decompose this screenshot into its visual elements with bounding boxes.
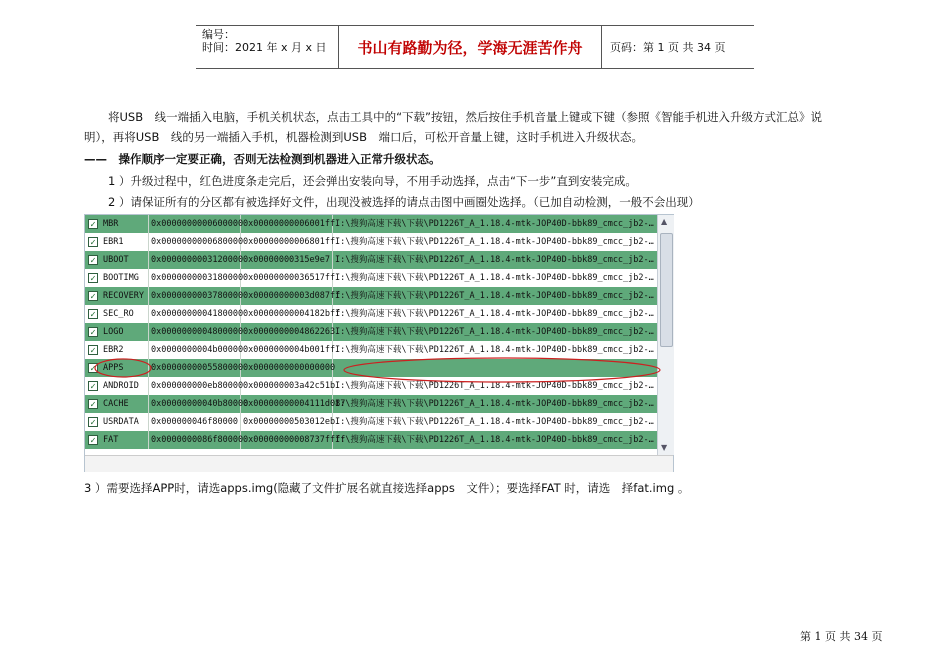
row-checkbox[interactable]: ✓: [88, 363, 98, 373]
scroll-up-icon[interactable]: ▲: [661, 217, 668, 226]
scroll-down-icon[interactable]: ▼: [661, 443, 668, 452]
file-path[interactable]: I:\搜狗高速下载\下载\PD1226T_A_1.18.4-mtk-JOP40D-bbk89_cmcc_jb2-…: [335, 381, 654, 391]
begin-address: 0x0000000004800000: [149, 323, 241, 341]
file-path[interactable]: [333, 359, 657, 377]
partition-row[interactable]: [85, 431, 657, 449]
partition-name: CACHE: [101, 395, 149, 413]
header-page-info: 页码：第 1 页 共 34 页: [610, 41, 726, 54]
row-checkbox[interactable]: ✓: [88, 327, 98, 337]
partition-name: ANDROID: [101, 377, 149, 395]
row-checkbox[interactable]: ✓: [88, 273, 98, 283]
paragraph-1-line-1: 将USB 线一端插入电脑，手机关机状态，点击工具中的“下载”按钮，然后按住手机音量上键或下键（参照《智能手机进入升级方式汇总》说: [108, 110, 823, 124]
end-address: 0x00000000004182bff: [241, 305, 333, 323]
begin-address: 0x0000000003180000: [149, 269, 241, 287]
file-path[interactable]: I:\搜狗高速下载\下载\PD1226T_A_1.18.4-mtk-JOP40D-bbk89_cmcc_jb2-…: [335, 417, 654, 427]
file-path[interactable]: I:\搜狗高速下载\下载\PD1226T_A_1.18.4-mtk-JOP40D-bbk89_cmcc_jb2-…: [335, 219, 654, 229]
row-checkbox[interactable]: ✓: [88, 381, 98, 391]
partition-row[interactable]: [85, 413, 657, 431]
row-checkbox[interactable]: ✓: [88, 255, 98, 265]
paragraph-1-line-2: 明），再将USB 线的另一端插入手机，机器检测到USB 端口后，可松开音量上键，这时手机进入升级状态。: [84, 130, 643, 144]
end-address: 0x00000000315e9e7: [241, 251, 333, 269]
end-address: 0x000000003a42c51b: [241, 377, 333, 395]
partition-name: EBR1: [101, 233, 149, 251]
partition-row[interactable]: [85, 377, 657, 395]
step-3: 3 ）需要选择APP时，请选apps.img(隐藏了文件扩展名就直接选择apps 文件）；要选择FAT 时，请选 择fat.img 。: [84, 481, 690, 495]
file-path[interactable]: I:\搜狗高速下载\下载\PD1226T_A_1.18.4-mtk-JOP40D-bbk89_cmcc_jb2-…: [335, 345, 654, 355]
end-address: 0x00000000008737ffff: [241, 431, 333, 449]
header-meta: [196, 26, 339, 68]
partition-name: RECOVERY: [101, 287, 149, 305]
partition-table-screenshot: [84, 214, 674, 472]
page-footer: 第 1 页 共 34 页: [800, 630, 883, 643]
partition-row[interactable]: [85, 395, 657, 413]
row-checkbox[interactable]: ✓: [88, 417, 98, 427]
number-label: 编号：: [202, 28, 235, 41]
begin-address: 0x0000000086f80000: [149, 431, 241, 449]
begin-address: 0x0000000000680000: [149, 233, 241, 251]
file-path[interactable]: I:\搜狗高速下载\下载\PD1226T_A_1.18.4-mtk-JOP40D-bbk89_cmcc_jb2-…: [335, 327, 654, 337]
partition-row[interactable]: [85, 215, 657, 233]
row-checkbox[interactable]: ✓: [88, 345, 98, 355]
partition-name: EBR2: [101, 341, 149, 359]
file-path[interactable]: I:\搜狗高速下载\下载\PD1226T_A_1.18.4-mtk-JOP40D-bbk89_cmcc_jb2-…: [335, 273, 654, 283]
file-path[interactable]: I:\搜狗高速下载\下载\PD1226T_A_1.18.4-mtk-JOP40D-bbk89_cmcc_jb2-…: [335, 255, 654, 265]
file-path[interactable]: I:\搜狗高速下载\下载\PD1226T_A_1.18.4-mtk-JOP40D-bbk89_cmcc_jb2-…: [335, 291, 654, 301]
begin-address: 0x0000000003780000: [149, 287, 241, 305]
row-checkbox[interactable]: ✓: [88, 291, 98, 301]
warning-note: —— 操作顺序一定要正确，否则无法检测到机器进入正常升级状态。: [84, 152, 441, 166]
begin-address: 0x0000000000600000: [149, 215, 241, 233]
partition-name: LOGO: [101, 323, 149, 341]
end-address: 0x00000000004111d087: [241, 395, 333, 413]
begin-address: 0x000000046f80000: [149, 413, 241, 431]
partition-name: USRDATA: [101, 413, 149, 431]
partition-row[interactable]: [85, 359, 657, 377]
begin-address: 0x0000000004180000: [149, 305, 241, 323]
end-address: 0x00000000003d087ff: [241, 287, 333, 305]
scroll-thumb[interactable]: [660, 233, 673, 347]
row-checkbox[interactable]: ✓: [88, 237, 98, 247]
end-address: 0x0000000004862263: [241, 323, 333, 341]
partition-name: FAT: [101, 431, 149, 449]
end-address: 0x00000000006801ff: [241, 233, 333, 251]
end-address: 0x0000000000000000: [241, 359, 333, 377]
partition-name: MBR: [101, 215, 149, 233]
row-checkbox[interactable]: ✓: [88, 399, 98, 409]
partition-name: UBOOT: [101, 251, 149, 269]
partition-row[interactable]: [85, 323, 657, 341]
begin-address: 0x0000000003120000: [149, 251, 241, 269]
partition-name: BOOTIMG: [101, 269, 149, 287]
begin-address: 0x000000000eb80000: [149, 377, 241, 395]
begin-address: 0x00000000040b80000: [149, 395, 241, 413]
partition-name: SEC_RO: [101, 305, 149, 323]
file-path[interactable]: I:\搜狗高速下载\下载\PD1226T_A_1.18.4-mtk-JOP40D-bbk89_cmcc_jb2-…: [335, 237, 654, 247]
file-path[interactable]: I:\搜狗高速下载\下载\PD1226T_A_1.18.4-mtk-JOP40D-bbk89_cmcc_jb2-…: [335, 399, 654, 409]
header-motto: 书山有路勤为径，学海无涯苦作舟: [339, 26, 602, 68]
partition-row[interactable]: [85, 287, 657, 305]
partition-name: APPS: [101, 359, 149, 377]
begin-address: 0x0000000005580000: [149, 359, 241, 377]
end-address: 0x00000000006001ff: [241, 215, 333, 233]
partition-row[interactable]: [85, 341, 657, 359]
partition-row[interactable]: [85, 305, 657, 323]
row-checkbox[interactable]: ✓: [88, 219, 98, 229]
step-1: 1 ）升级过程中，红色进度条走完后，还会弹出安装向导，不用手动选择，点击“下一步”直到安装完成。: [108, 174, 637, 188]
step-2: 2 ）请保证所有的分区都有被选择好文件，出现没被选择的请点击图中画圈处选择。（已加自动检测，一般不会出现）: [108, 195, 700, 209]
row-checkbox[interactable]: ✓: [88, 309, 98, 319]
page-header: [196, 25, 754, 69]
row-checkbox[interactable]: ✓: [88, 435, 98, 445]
table-bottom-bar: [85, 455, 673, 472]
partition-row[interactable]: [85, 251, 657, 269]
partition-row[interactable]: [85, 233, 657, 251]
file-path[interactable]: I:\搜狗高速下载\下载\PD1226T_A_1.18.4-mtk-JOP40D-bbk89_cmcc_jb2-…: [335, 435, 654, 445]
end-address: 0x0000000004b001ff: [241, 341, 333, 359]
vertical-scrollbar[interactable]: [657, 215, 674, 455]
date-label: 时间：2021 年 x 月 x 日: [202, 41, 327, 54]
end-address: 0x00000000503012eb: [241, 413, 333, 431]
end-address: 0x00000000036517ff: [241, 269, 333, 287]
file-path[interactable]: I:\搜狗高速下载\下载\PD1226T_A_1.18.4-mtk-JOP40D-bbk89_cmcc_jb2-…: [335, 309, 654, 319]
begin-address: 0x0000000004b00000: [149, 341, 241, 359]
partition-row[interactable]: [85, 269, 657, 287]
